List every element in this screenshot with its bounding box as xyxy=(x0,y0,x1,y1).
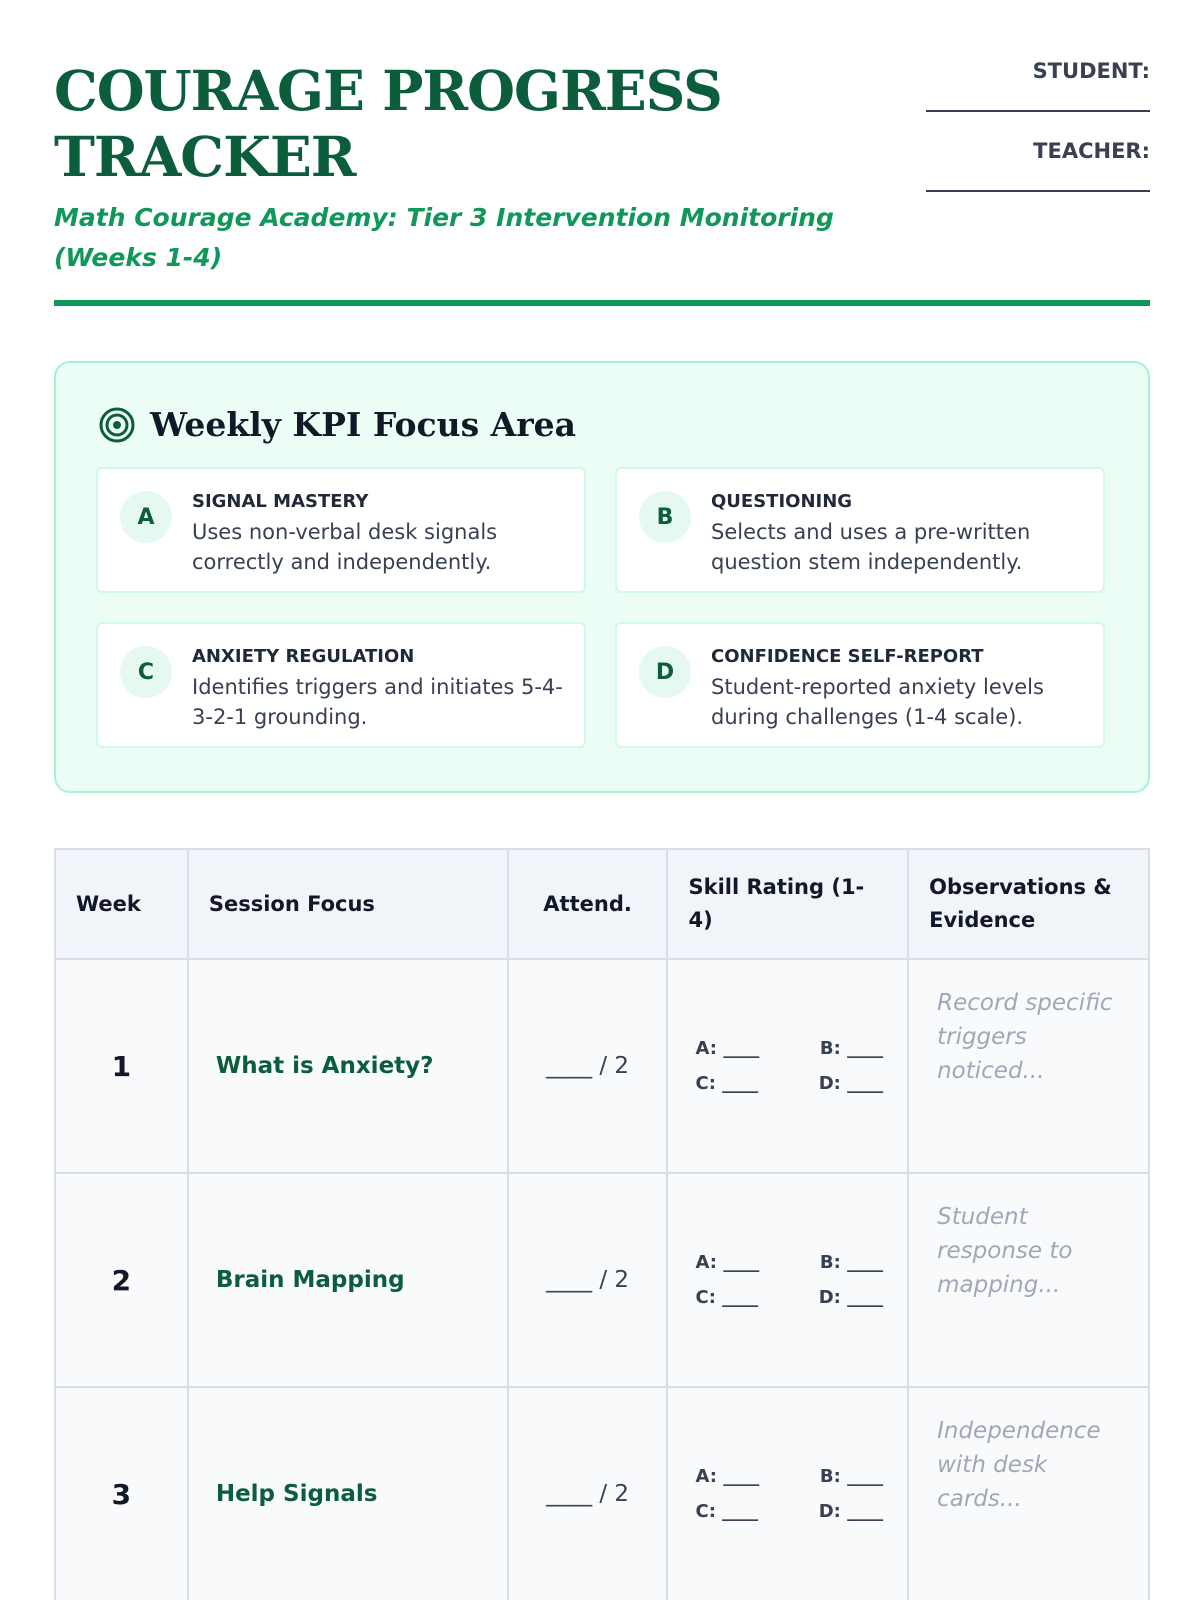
kpi-card-title: QUESTIONING xyxy=(711,491,853,512)
kpi-card-a xyxy=(96,467,586,593)
kpi-badge: A xyxy=(120,491,172,543)
header-divider xyxy=(54,300,1150,306)
header-skill-rating: Skill Rating (1-4) xyxy=(667,849,908,959)
skill-rating-cell xyxy=(667,959,908,1173)
student-label: STUDENT: xyxy=(1032,59,1150,83)
kpi-card-desc: Selects and uses a pre-written question stem independently. xyxy=(711,520,1031,574)
rating-b[interactable]: B: ____ xyxy=(819,1252,884,1273)
header-week: Week xyxy=(55,849,188,959)
table-row xyxy=(55,1387,1149,1600)
table-row xyxy=(55,1173,1149,1387)
rating-c[interactable]: C: ____ xyxy=(695,1287,759,1308)
kpi-card-b xyxy=(615,467,1105,593)
page-subtitle: Math Courage Academy: Tier 3 Intervention Monitoring (Weeks 1-4) xyxy=(54,203,834,272)
kpi-badge: D xyxy=(639,646,691,698)
kpi-badge: B xyxy=(639,491,691,543)
attendance-field[interactable]: ____ / 2 xyxy=(508,1387,668,1600)
observations-field[interactable]: Record specific triggers noticed... xyxy=(908,959,1149,1173)
target-icon xyxy=(98,406,136,444)
week-number: 3 xyxy=(55,1387,188,1600)
kpi-title: Weekly KPI Focus Area xyxy=(150,405,577,444)
week-number: 1 xyxy=(55,959,188,1173)
page-title: COURAGE PROGRESS TRACKER xyxy=(54,58,722,189)
kpi-card-desc: Student-reported anxiety levels during challenges (1-4 scale). xyxy=(711,675,1044,729)
rating-d[interactable]: D: ____ xyxy=(818,1073,884,1094)
kpi-badge: C xyxy=(120,646,172,698)
session-focus: Brain Mapping xyxy=(188,1173,508,1387)
observations-field[interactable]: Student response to mapping... xyxy=(908,1173,1149,1387)
session-focus: What is Anxiety? xyxy=(188,959,508,1173)
meta-fields xyxy=(920,58,1150,218)
header-session-focus: Session Focus xyxy=(188,849,508,959)
rating-a[interactable]: A: ____ xyxy=(695,1252,760,1273)
rating-d[interactable]: D: ____ xyxy=(818,1287,884,1308)
student-field[interactable] xyxy=(920,58,1150,112)
page-header xyxy=(54,58,1150,278)
session-focus: Help Signals xyxy=(188,1387,508,1600)
teacher-field[interactable] xyxy=(920,138,1150,192)
kpi-card-c xyxy=(96,622,586,748)
table-header-row xyxy=(55,849,1149,959)
kpi-card-title: CONFIDENCE SELF-REPORT xyxy=(711,646,984,667)
attendance-field[interactable]: ____ / 2 xyxy=(508,1173,668,1387)
header-observations: Observations & Evidence xyxy=(908,849,1149,959)
table-row xyxy=(55,959,1149,1173)
rating-b[interactable]: B: ____ xyxy=(819,1466,884,1487)
teacher-line[interactable] xyxy=(926,178,1150,192)
week-number: 2 xyxy=(55,1173,188,1387)
teacher-label: TEACHER: xyxy=(1033,139,1150,163)
rating-c[interactable]: C: ____ xyxy=(695,1073,759,1094)
skill-rating-cell xyxy=(667,1173,908,1387)
kpi-card-title: SIGNAL MASTERY xyxy=(192,491,369,512)
kpi-card-title: ANXIETY REGULATION xyxy=(192,646,415,667)
rating-d[interactable]: D: ____ xyxy=(818,1501,884,1522)
progress-table xyxy=(54,848,1150,1600)
skill-rating-cell xyxy=(667,1387,908,1600)
kpi-card-desc: Identifies triggers and initiates 5-4-3-2-1 grounding. xyxy=(192,675,563,729)
rating-a[interactable]: A: ____ xyxy=(695,1038,760,1059)
kpi-card-desc: Uses non-verbal desk signals correctly and independently. xyxy=(192,520,498,574)
rating-c[interactable]: C: ____ xyxy=(695,1501,759,1522)
kpi-card-d xyxy=(615,622,1105,748)
observations-field[interactable]: Independence with desk cards... xyxy=(908,1387,1149,1600)
rating-a[interactable]: A: ____ xyxy=(695,1466,760,1487)
kpi-panel xyxy=(54,361,1150,793)
header-attendance: Attend. xyxy=(508,849,668,959)
attendance-field[interactable]: ____ / 2 xyxy=(508,959,668,1173)
student-line[interactable] xyxy=(926,98,1150,112)
kpi-header xyxy=(98,405,576,444)
rating-b[interactable]: B: ____ xyxy=(819,1038,884,1059)
